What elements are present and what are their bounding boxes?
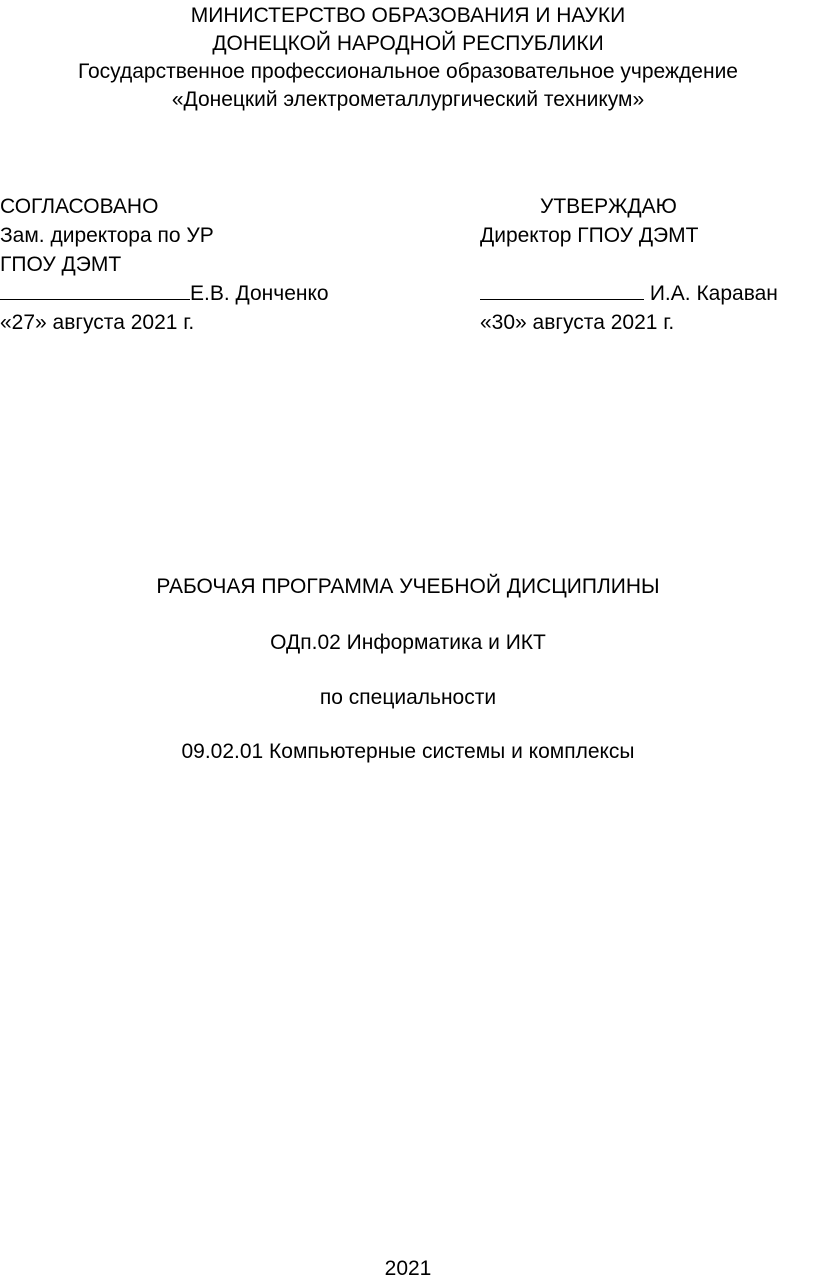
agreed-signature-line	[0, 298, 190, 300]
agreed-position: Зам. директора по УР	[0, 224, 214, 247]
approved-date: «30» августа 2021 г.	[480, 311, 675, 334]
agreed-heading: СОГЛАСОВАНО	[0, 195, 159, 218]
program-title-block	[0, 572, 816, 766]
agreed-column	[0, 192, 400, 337]
program-title: РАБОЧАЯ ПРОГРАММА УЧЕБНОЙ ДИСЦИПЛИНЫ	[156, 575, 660, 598]
approved-position: Директор ГПОУ ДЭМТ	[480, 224, 699, 247]
approved-signature-line	[480, 298, 644, 300]
approved-heading: УТВЕРЖДАЮ	[540, 195, 677, 218]
institution-type: Государственное профессиональное образовательное учреждение	[78, 60, 738, 83]
approved-column	[480, 192, 816, 337]
institution-name: «Донецкий электрометаллургический техникум»	[171, 88, 645, 111]
spacer-2	[0, 657, 816, 683]
spacer-3	[0, 712, 816, 737]
ministry-line-1: МИНИСТЕРСТВО ОБРАЗОВАНИЯ И НАУКИ	[190, 4, 626, 27]
ministry-line-2: ДОНЕЦКОЙ НАРОДНОЙ РЕСПУБЛИКИ	[212, 32, 604, 55]
approved-signature-row	[480, 279, 816, 308]
discipline-name: ОДп.02 Информатика и ИКТ	[270, 631, 546, 654]
agreed-date: «27» августа 2021 г.	[0, 311, 195, 334]
agreed-signature-row	[0, 279, 400, 308]
agreed-signatory-name: Е.В. Донченко	[190, 282, 329, 305]
by-specialty-label: по специальности	[319, 686, 497, 709]
specialty-name: 09.02.01 Компьютерные системы и комплексы	[181, 740, 635, 763]
spacer-1	[0, 601, 816, 628]
document-year: 2021	[384, 1257, 432, 1280]
document-header	[0, 2, 816, 114]
approved-signatory-name: И.А. Караван	[644, 282, 778, 305]
agreed-organization: ГПОУ ДЭМТ	[0, 253, 122, 276]
